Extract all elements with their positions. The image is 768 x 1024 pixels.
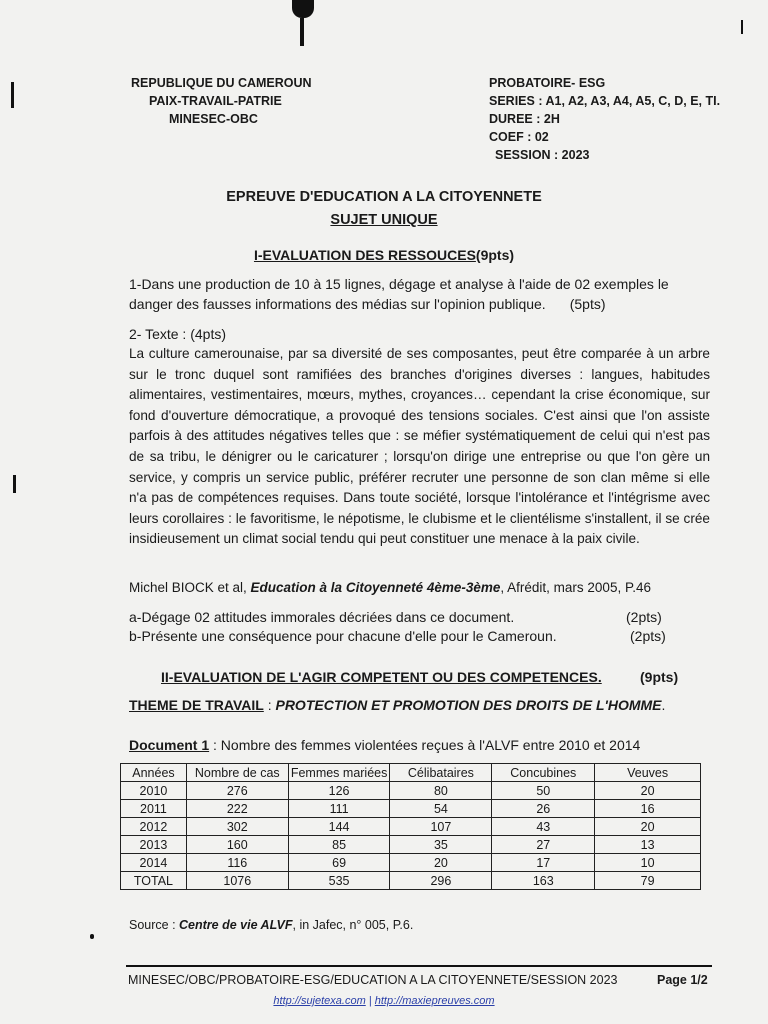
header-cell: Années bbox=[121, 764, 187, 782]
work-theme-value: PROTECTION ET PROMOTION DES DROITS DE L'HOMME bbox=[275, 697, 662, 713]
question-1-line2: danger des fausses informations des médias sur l'opinion publique. (5pts) bbox=[129, 296, 606, 312]
table-cell: 2012 bbox=[121, 818, 187, 836]
data-table bbox=[120, 763, 701, 890]
exam-subtitle: SUJET UNIQUE bbox=[330, 212, 438, 228]
table-cell: 85 bbox=[288, 836, 390, 854]
section1-points: (9pts) bbox=[475, 247, 515, 263]
scan-artifact-left-mark bbox=[11, 82, 14, 108]
exam-title: EPREUVE D'EDUCATION A LA CITOYENNETE bbox=[226, 189, 542, 205]
table-cell: 107 bbox=[390, 818, 492, 836]
table-cell: 20 bbox=[595, 818, 701, 836]
table-cell: 35 bbox=[390, 836, 492, 854]
work-theme: THEME DE TRAVAIL : PROTECTION ET PROMOTION DES DROITS DE L'HOMME. bbox=[129, 697, 666, 713]
header-exam: PROBATOIRE- ESG bbox=[489, 76, 606, 90]
footer-divider bbox=[126, 965, 712, 967]
question-2a: a-Dégage 02 attitudes immorales décriées dans ce document. bbox=[129, 609, 515, 625]
table-cell: 54 bbox=[390, 800, 492, 818]
header-series: SERIES : A1, A2, A3, A4, A5, C, D, E, TI. bbox=[489, 94, 721, 108]
table-cell: 163 bbox=[492, 872, 595, 890]
header-left bbox=[131, 74, 331, 128]
table-header-row bbox=[121, 764, 701, 782]
header-cell: Nombre de cas bbox=[186, 764, 288, 782]
header-ministry: MINESEC-OBC bbox=[169, 112, 258, 126]
table-cell: 16 bbox=[595, 800, 701, 818]
section2-heading: II-EVALUATION DE L'AGIR COMPETENT OU DES COMPETENCES. bbox=[161, 669, 602, 685]
table-cell: 296 bbox=[390, 872, 492, 890]
table-cell: 160 bbox=[186, 836, 288, 854]
table-cell: 2011 bbox=[121, 800, 187, 818]
table-cell: 276 bbox=[186, 782, 288, 800]
footer-page: Page 1/2 bbox=[657, 973, 708, 987]
footer-link-maxiepreuves[interactable]: http://maxiepreuves.com bbox=[374, 995, 495, 1007]
citation-rest: , Afrédit, mars 2005, P.46 bbox=[500, 580, 651, 595]
document-caption: Document 1 : Nombre des femmes violentées reçues à l'ALVF entre 2010 et 2014 bbox=[129, 737, 641, 753]
table-cell: 1076 bbox=[186, 872, 288, 890]
header-cell: Femmes mariées bbox=[288, 764, 390, 782]
section1-title: I-EVALUATION DES RESSOUCES bbox=[253, 247, 476, 263]
table-row bbox=[121, 782, 701, 800]
question-1-line1: 1-Dans une production de 10 à 15 lignes, dégage et analyse à l'aide de 02 exemples le bbox=[129, 276, 669, 292]
question-1-points: (5pts) bbox=[569, 296, 606, 312]
footer-link-sujetexa[interactable]: http://sujetexa.com bbox=[273, 995, 366, 1007]
table-cell: 535 bbox=[288, 872, 390, 890]
header-motto: PAIX-TRAVAIL-PATRIE bbox=[149, 94, 282, 108]
footer-links: http://sujetexa.com | http://maxiepreuves.com bbox=[273, 995, 495, 1007]
citation bbox=[129, 578, 719, 598]
question-1 bbox=[129, 274, 689, 314]
table-cell: 111 bbox=[288, 800, 390, 818]
table-cell: 116 bbox=[186, 854, 288, 872]
table-cell: 126 bbox=[288, 782, 390, 800]
citation-title: Education à la Citoyenneté 4ème-3ème bbox=[250, 580, 501, 595]
header-country: REPUBLIQUE DU CAMEROUN bbox=[131, 76, 312, 90]
source-label: Source : bbox=[129, 918, 180, 932]
table-cell: 2014 bbox=[121, 854, 187, 872]
document-label: Document 1 bbox=[129, 737, 210, 753]
table-cell: 222 bbox=[186, 800, 288, 818]
table-cell: 2010 bbox=[121, 782, 187, 800]
table-row bbox=[121, 836, 701, 854]
scan-artifact-left-mark bbox=[13, 475, 16, 493]
footer-text: MINESEC/OBC/PROBATOIRE-ESG/EDUCATION A LA CITOYENNETE/SESSION 2023 bbox=[128, 973, 618, 987]
section1-heading bbox=[0, 245, 768, 265]
table-cell: 17 bbox=[492, 854, 595, 872]
table-cell: 144 bbox=[288, 818, 390, 836]
table-cell: 79 bbox=[595, 872, 701, 890]
scan-artifact-dot bbox=[90, 934, 94, 939]
table-cell: 80 bbox=[390, 782, 492, 800]
citation-author: Michel BIOCK et al, bbox=[129, 580, 251, 595]
header-cell: Concubines bbox=[492, 764, 595, 782]
source-name: Centre de vie ALVF bbox=[179, 918, 293, 932]
question-2b-points: (2pts) bbox=[630, 628, 666, 644]
source-rest: , in Jafec, n° 005, P.6. bbox=[292, 918, 414, 932]
table-cell: 43 bbox=[492, 818, 595, 836]
table-cell: 27 bbox=[492, 836, 595, 854]
table-cell: 20 bbox=[595, 782, 701, 800]
table-cell: 302 bbox=[186, 818, 288, 836]
source-line bbox=[129, 918, 413, 932]
table-cell: TOTAL bbox=[121, 872, 187, 890]
header-right bbox=[489, 74, 729, 164]
scan-artifact-top bbox=[292, 0, 314, 18]
header-cell: Célibataires bbox=[390, 764, 492, 782]
question-2a-points: (2pts) bbox=[626, 609, 662, 625]
question-2b: b-Présente une conséquence pour chacune d'elle pour le Cameroun. bbox=[129, 628, 557, 644]
table-cell: 26 bbox=[492, 800, 595, 818]
table-cell: 13 bbox=[595, 836, 701, 854]
table-cell: 10 bbox=[595, 854, 701, 872]
table-cell: 2013 bbox=[121, 836, 187, 854]
header-session: SESSION : 2023 bbox=[495, 148, 590, 162]
scan-artifact-stroke bbox=[300, 18, 304, 46]
table-cell: 20 bbox=[390, 854, 492, 872]
table-row bbox=[121, 818, 701, 836]
section2-points: (9pts) bbox=[640, 669, 679, 685]
text-passage: La culture camerounaise, par sa diversité de ses composantes, peut être comparée à un arbre sur le tronc duquel sont ramifiées des branches d'origines diverses : langues, habitudes alimentaires, vestimentaires, mœurs, mythes, croyances… cependant la crise économique, sur fond d'ouverture démocratique, a provoqué des tensions sociales. C'est ainsi que l'on assiste parfois à des attitudes négatives telles que : se méfier systématiquement de celui qui n'est pas de sa tribu, le dénigrer ou le caricaturer ; lorsqu'on dirige une entreprise ou que l'on gère un service, y compris un service public, préférer recruter une personne de son clan même si elle n'a pas de compétences requises. Dans toute société, lorsque l'intolérance et l'intégrisme avec leurs corollaires : le favoritisme, le népotisme, le clubisme et le clientélisme s'installent, il se crée insidieusement un climat social tendu qui peut constituer une menace à la paix civile. bbox=[129, 346, 710, 547]
scan-artifact-right-mark bbox=[741, 20, 743, 34]
table-total-row bbox=[121, 872, 701, 890]
table-cell: 50 bbox=[492, 782, 595, 800]
table-cell: 69 bbox=[288, 854, 390, 872]
table-row bbox=[121, 800, 701, 818]
work-theme-label: THEME DE TRAVAIL bbox=[129, 697, 264, 713]
header-duration: DUREE : 2H bbox=[489, 112, 560, 126]
header-cell: Veuves bbox=[595, 764, 701, 782]
header-coef: COEF : 02 bbox=[489, 130, 549, 144]
question-2-title: 2- Texte : (4pts) bbox=[129, 326, 227, 342]
table-row bbox=[121, 854, 701, 872]
